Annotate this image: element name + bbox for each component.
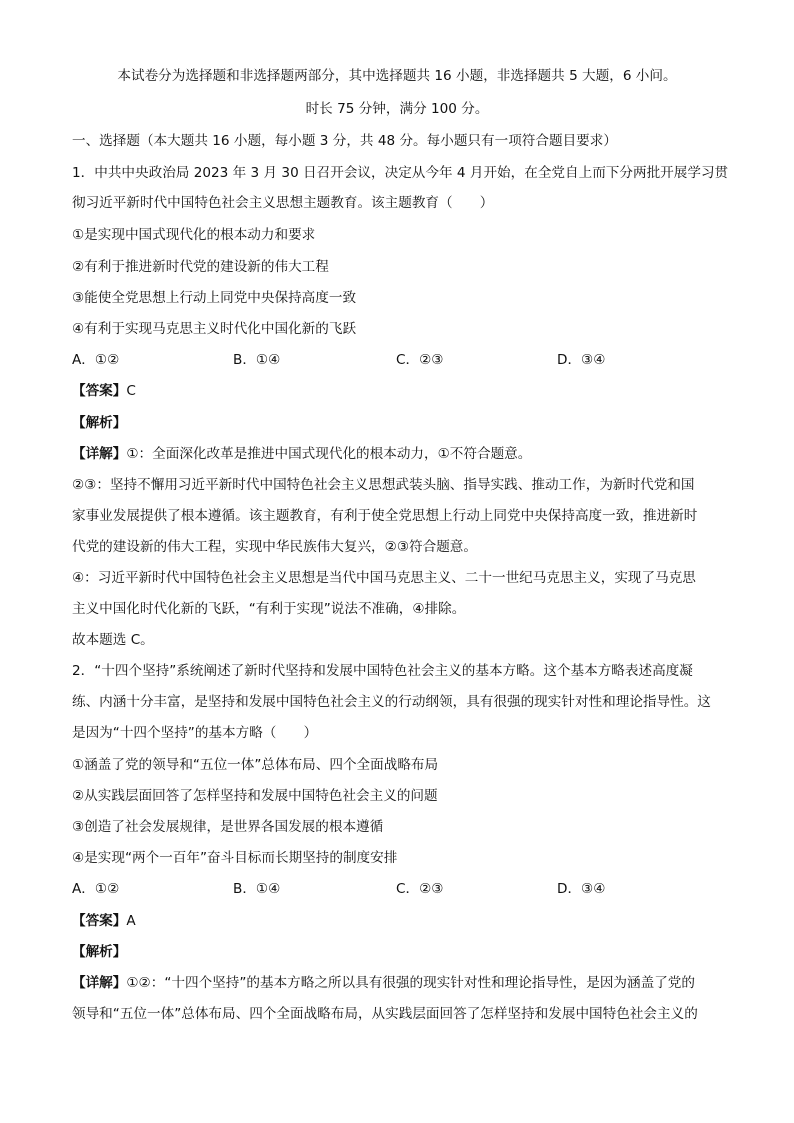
q2-item-3: ③创造了社会发展规律，是世界各国发展的根本遵循 [72,819,384,835]
q1-conclusion: 故本题选 C。 [72,632,154,648]
exam-intro-line: 本试卷分为选择题和非选择题两部分，其中选择题共 16 小题，非选择题共 5 大题，6 小问。 [117,68,677,84]
q2-detail-tag: 【详解】 [72,975,127,991]
q2-answer-value: A [126,913,136,929]
q2-stem-line-2: 练、内涵十分丰富，是坚持和发展中国特色社会主义的行动纲领，具有很强的现实针对性和理论指导性。这 [72,694,711,710]
q1-option-c: C．②③ [396,352,444,368]
q1-item-1: ①是实现中国式现代化的根本动力和要求 [72,227,316,243]
q1-detail-4: 代党的建设新的伟大工程，实现中华民族伟大复兴，②③符合题意。 [72,539,477,555]
q2-option-c: C．②③ [396,881,444,897]
q1-answer-value: C [126,383,136,399]
q1-answer [72,381,136,401]
q2-item-2: ②从实践层面回答了怎样坚持和发展中国特色社会主义的问题 [72,788,438,804]
q2-detail-1 [72,973,695,993]
q2-answer [72,911,136,931]
section-title: 一、选择题（本大题共 16 小题，每小题 3 分，共 48 分。每小题只有一项符合题目要求） [72,133,617,149]
q2-option-d: D．③④ [557,881,606,897]
q1-stem-line-1: 1．中共中央政治局 2023 年 3 月 30 日召开会议，决定从今年 4 月开始，在全党自上而下分两批开展学习贯 [72,165,729,181]
q1-detail-2: ②③：坚持不懈用习近平新时代中国特色社会主义思想武装头脑、指导实践、推动工作，为新时代党和国 [72,477,695,493]
q1-option-d: D．③④ [557,352,606,368]
q1-answer-tag: 【答案】 [72,383,127,399]
q1-option-b: B．①④ [233,352,281,368]
q1-detail-5: ④：习近平新时代中国特色社会主义思想是当代中国马克思主义、二十一世纪马克思主义，实现了马克思 [72,570,696,586]
q1-detail-tag: 【详解】 [72,446,127,462]
q1-analysis-tag [72,413,126,433]
q2-item-1: ①涵盖了党的领导和“五位一体”总体布局、四个全面战略布局 [72,757,439,773]
q1-detail-6: 主义中国化时代化新的飞跃，“有利于实现”说法不准确，④排除。 [72,601,466,617]
q2-option-b: B．①④ [233,881,281,897]
q1-item-4: ④有利于实现马克思主义时代化中国化新的飞跃 [72,321,357,337]
q1-detail-1-text: ①：全面深化改革是推进中国式现代化的根本动力，①不符合题意。 [126,446,532,462]
q2-detail-1-text: ①②：“十四个坚持”的基本方略之所以具有很强的现实针对性和理论指导性，是因为涵盖了党的 [126,975,695,991]
q2-item-4: ④是实现“两个一百年”奋斗目标而长期坚持的制度安排 [72,850,398,866]
q2-detail-2: 领导和“五位一体”总体布局、四个全面战略布局，从实践层面回答了怎样坚持和发展中国特色社会主义的 [72,1006,698,1022]
q1-stem-line-2: 彻习近平新时代中国特色社会主义思想主题教育。该主题教育（ ） [72,195,494,211]
q2-analysis-label: 【解析】 [72,944,127,960]
exam-duration-line: 时长 75 分钟，满分 100 分。 [305,101,489,117]
q1-analysis-label: 【解析】 [72,415,127,431]
q2-stem-line-3: 是因为“十四个坚持”的基本方略（ ） [72,725,318,741]
q2-stem-line-1: 2．“十四个坚持”系统阐述了新时代坚持和发展中国特色社会主义的基本方略。这个基本方略表述高度凝 [72,663,693,679]
q1-item-3: ③能使全党思想上行动上同党中央保持高度一致 [72,290,357,306]
q1-item-2: ②有利于推进新时代党的建设新的伟大工程 [72,259,329,275]
q2-analysis-tag [72,942,126,962]
q2-option-a: A．①② [72,881,120,897]
q1-detail-1 [72,444,531,464]
q1-option-a: A．①② [72,352,120,368]
q1-detail-3: 家事业发展提供了根本遵循。该主题教育，有利于使全党思想上行动上同党中央保持高度一致，推进新时 [72,508,698,524]
q2-answer-tag: 【答案】 [72,913,127,929]
